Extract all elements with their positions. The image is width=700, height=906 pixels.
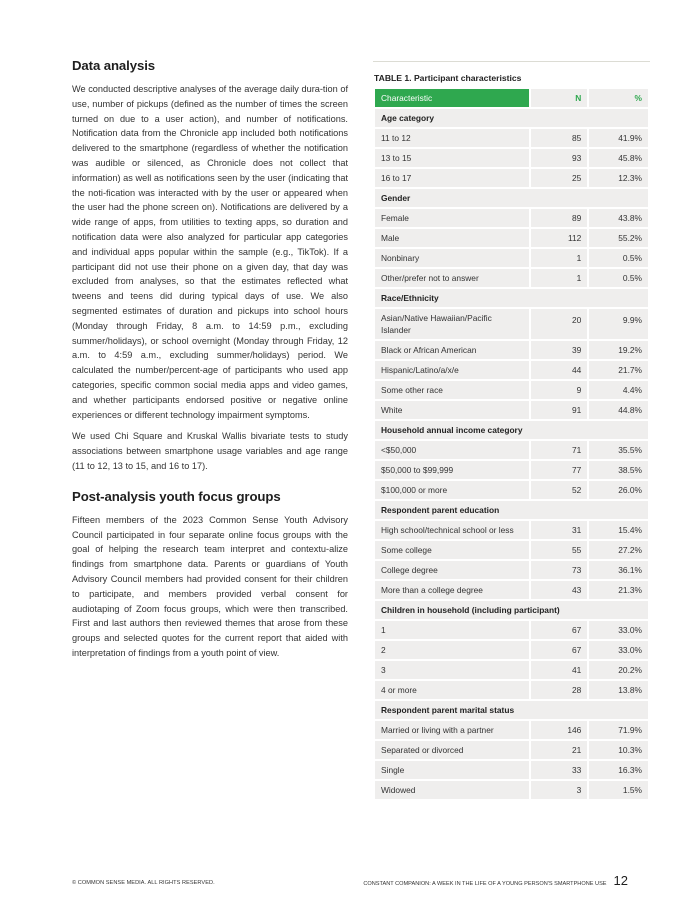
category-row	[375, 701, 648, 719]
table-row	[375, 541, 648, 559]
row-label: <$50,000	[375, 441, 529, 459]
n-value: 25	[531, 169, 588, 187]
n-value: 112	[531, 229, 588, 247]
table-row	[375, 309, 648, 339]
divider	[373, 61, 650, 62]
category-row	[375, 189, 648, 207]
category-label: Respondent parent education	[375, 501, 648, 519]
row-label: More than a college degree	[375, 581, 529, 599]
percent-value: 71.9%	[589, 721, 648, 739]
row-label: Male	[375, 229, 529, 247]
n-value: 91	[531, 401, 588, 419]
footer-copyright: © COMMON SENSE MEDIA. ALL RIGHTS RESERVED.	[72, 880, 215, 886]
percent-value: 33.0%	[589, 621, 648, 639]
table-row	[375, 681, 648, 699]
n-value: 93	[531, 149, 588, 167]
table-row	[375, 269, 648, 287]
n-value: 146	[531, 721, 588, 739]
row-label: Other/prefer not to answer	[375, 269, 529, 287]
table-row	[375, 381, 648, 399]
percent-value: 12.3%	[589, 169, 648, 187]
table-row	[375, 581, 648, 599]
row-label: High school/technical school or less	[375, 521, 529, 539]
category-label: Race/Ethnicity	[375, 289, 648, 307]
percent-value: 20.2%	[589, 661, 648, 679]
table-row	[375, 229, 648, 247]
column-header-n: N	[531, 89, 588, 107]
row-label: Black or African American	[375, 341, 529, 359]
table-body	[375, 109, 648, 799]
n-value: 3	[531, 781, 588, 799]
n-value: 9	[531, 381, 588, 399]
table-row	[375, 721, 648, 739]
percent-value: 19.2%	[589, 341, 648, 359]
n-value: 31	[531, 521, 588, 539]
category-label: Gender	[375, 189, 648, 207]
table-row	[375, 341, 648, 359]
row-label: 16 to 17	[375, 169, 529, 187]
table-row	[375, 441, 648, 459]
percent-value: 44.8%	[589, 401, 648, 419]
row-label: College degree	[375, 561, 529, 579]
table-caption: TABLE 1. Participant characteristics	[374, 73, 522, 83]
category-label: Children in household (including participant)	[375, 601, 648, 619]
percent-value: 13.8%	[589, 681, 648, 699]
n-value: 20	[531, 309, 588, 339]
row-label: 2	[375, 641, 529, 659]
n-value: 1	[531, 269, 588, 287]
percent-value: 10.3%	[589, 741, 648, 759]
table-row	[375, 249, 648, 267]
body-text-column	[72, 58, 348, 661]
category-label: Respondent parent marital status	[375, 701, 648, 719]
row-label: Married or living with a partner	[375, 721, 529, 739]
n-value: 28	[531, 681, 588, 699]
table-header-row	[375, 89, 648, 107]
table-row	[375, 641, 648, 659]
percent-value: 35.5%	[589, 441, 648, 459]
percent-value: 21.7%	[589, 361, 648, 379]
table-row	[375, 169, 648, 187]
category-row	[375, 109, 648, 127]
footer-right	[363, 873, 628, 888]
percent-value: 33.0%	[589, 641, 648, 659]
column-header-characteristic: Characteristic	[375, 89, 529, 107]
row-label: 1	[375, 621, 529, 639]
row-label: Hispanic/Latino/a/x/e	[375, 361, 529, 379]
n-value: 71	[531, 441, 588, 459]
percent-value: 15.4%	[589, 521, 648, 539]
n-value: 73	[531, 561, 588, 579]
table-row	[375, 361, 648, 379]
category-label: Household annual income category	[375, 421, 648, 439]
n-value: 55	[531, 541, 588, 559]
table-row	[375, 521, 648, 539]
percent-value: 55.2%	[589, 229, 648, 247]
percent-value: 45.8%	[589, 149, 648, 167]
row-label: Nonbinary	[375, 249, 529, 267]
percent-value: 0.5%	[589, 249, 648, 267]
row-label: $50,000 to $99,999	[375, 461, 529, 479]
section-title-data-analysis: Data analysis	[72, 58, 156, 73]
table-row	[375, 481, 648, 499]
table-row	[375, 661, 648, 679]
row-label: Separated or divorced	[375, 741, 529, 759]
row-label: Female	[375, 209, 529, 227]
percent-value: 41.9%	[589, 129, 648, 147]
row-label: 11 to 12	[375, 129, 529, 147]
table-row	[375, 149, 648, 167]
column-header-percent: %	[589, 89, 648, 107]
n-value: 33	[531, 761, 588, 779]
table-row	[375, 461, 648, 479]
paragraph: We used Chi Square and Kruskal Wallis bivariate tests to study associations between smartphone usage variables and age range (11 to 12, 13 to 15, and 16 to 17).	[72, 431, 348, 471]
n-value: 44	[531, 361, 588, 379]
n-value: 67	[531, 641, 588, 659]
table-row	[375, 561, 648, 579]
table-column	[373, 61, 650, 801]
participant-characteristics-table	[373, 87, 650, 801]
category-label: Age category	[375, 109, 648, 127]
n-value: 1	[531, 249, 588, 267]
n-value: 67	[531, 621, 588, 639]
category-row	[375, 601, 648, 619]
table-row	[375, 621, 648, 639]
n-value: 39	[531, 341, 588, 359]
category-row	[375, 501, 648, 519]
row-label: Some college	[375, 541, 529, 559]
n-value: 41	[531, 661, 588, 679]
page-number: 12	[613, 873, 628, 888]
percent-value: 38.5%	[589, 461, 648, 479]
table-row	[375, 401, 648, 419]
percent-value: 9.9%	[589, 309, 648, 339]
percent-value: 1.5%	[589, 781, 648, 799]
category-row	[375, 289, 648, 307]
row-label: 3	[375, 661, 529, 679]
n-value: 52	[531, 481, 588, 499]
table-row	[375, 741, 648, 759]
percent-value: 21.3%	[589, 581, 648, 599]
paragraph: We conducted descriptive analyses of the average daily dura-tion of use, number of pickups (defined as the number of times the screen turned on due to a user action), and number of notifications. Notification data from the Chronicle app included both notifications delivered to the smartphone (regardless of whether the notification was audible or silenced, as Chronicle does not collect that information) as well as notifications seen by the user (indicating that the noti-fication was interacted with by the user or appeared when the user had the phone screen on). Notifications are delivered by a wide range of apps, from utilities to texting apps, so duration and notification data were also analyzed for particular app categories and individual apps popular within the sample (e.g., TikTok). If a participant did not use their phone on a given day, that day was excluded from analyses, so that the estimates reflected what tweens and teens did during typical days of use. We also segmented estimates of duration and pickups into school hours (Monday through Friday, 8 a.m. to 14:59 p.m., excluding summer/holidays), or school overnight (Monday through Friday, 12 a.m. to 4:59 a.m., excluding summer/holidays) period. We calculated the number/percent-age of participants who used app categories, specific common social media apps and video games, and whether participants endorsed positive or negative online experiences or different technology impairment symptoms.	[72, 84, 348, 420]
percent-value: 16.3%	[589, 761, 648, 779]
row-label: 13 to 15	[375, 149, 529, 167]
row-label: Asian/Native Hawaiian/Pacific Islander	[375, 309, 529, 339]
n-value: 21	[531, 741, 588, 759]
category-row	[375, 421, 648, 439]
row-label: White	[375, 401, 529, 419]
percent-value: 36.1%	[589, 561, 648, 579]
row-label: 4 or more	[375, 681, 529, 699]
percent-value: 4.4%	[589, 381, 648, 399]
row-label: Widowed	[375, 781, 529, 799]
table-row	[375, 761, 648, 779]
n-value: 43	[531, 581, 588, 599]
n-value: 77	[531, 461, 588, 479]
percent-value: 27.2%	[589, 541, 648, 559]
spacer	[72, 474, 348, 489]
percent-value: 43.8%	[589, 209, 648, 227]
table-row	[375, 129, 648, 147]
row-label: Single	[375, 761, 529, 779]
percent-value: 0.5%	[589, 269, 648, 287]
n-value: 89	[531, 209, 588, 227]
paragraph: Fifteen members of the 2023 Common Sense Youth Advisory Council participated in four separate online focus groups with the goal of helping the research team interpret and contextu-alize findings from smartphone data. Parents or guardians of Youth Advisory Council members had provided consent for their children to participate, and members provided verbal consent for audiotaping of Zoom focus groups, which were then transcribed. First and last authors then reviewed themes that arose from these groups and selected quotes for the current report that aided with interpretation of findings from a youth point of view.	[72, 514, 348, 658]
row-label: Some other race	[375, 381, 529, 399]
percent-value: 26.0%	[589, 481, 648, 499]
table-row	[375, 209, 648, 227]
table-row	[375, 781, 648, 799]
row-label: $100,000 or more	[375, 481, 529, 499]
footer-report-title: CONSTANT COMPANION: A WEEK IN THE LIFE OF A YOUNG PERSON'S SMARTPHONE USE	[363, 881, 607, 887]
n-value: 85	[531, 129, 588, 147]
section-title-focus-groups: Post-analysis youth focus groups	[72, 488, 281, 504]
